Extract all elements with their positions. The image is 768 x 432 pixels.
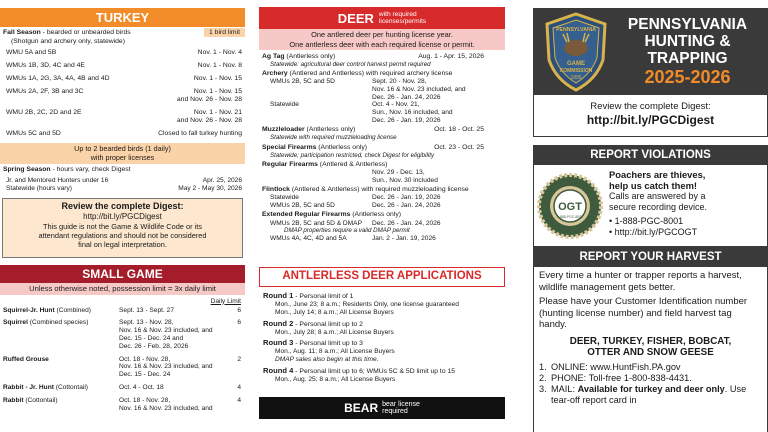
deer-date-line: Dec. 26 - Jan. 24, 2026 xyxy=(372,202,441,210)
spring-intro xyxy=(0,164,245,177)
sg-date-line: Nov. 16 & Nov. 23 included, and xyxy=(119,404,213,412)
seal-top-text: PENNSYLVANIA xyxy=(556,26,596,33)
turkey-wmu: WMUs 2A, 2F, 3B and 3C xyxy=(6,87,84,95)
spring-dates: May 2 - May 30, 2026 xyxy=(178,185,242,193)
review-note2: attendant regulations and should not be considered xyxy=(38,230,207,240)
deer-date-line: Oct. 4 - Nov. 21, xyxy=(372,101,420,109)
harvest-item-main: ONLINE: www.HuntFish.PA.gov xyxy=(551,361,681,372)
sg-dates xyxy=(119,319,231,350)
violations-bold1: Poachers are thieves, xyxy=(609,169,706,180)
turkey-dates-line: Nov. 1 - Nov. 15 xyxy=(193,74,242,82)
deer-season-name: Ag Tag xyxy=(262,52,285,60)
daily-limit-heading: Daily Limit xyxy=(210,297,241,305)
turkey-dates xyxy=(194,75,242,83)
spring-table xyxy=(0,177,245,194)
fall-season-desc: - bearded or unbearded birds xyxy=(40,29,131,36)
sg-dates xyxy=(119,307,231,315)
turkey-dates xyxy=(158,130,242,138)
sg-date-line: Oct. 18 - Nov. 28, xyxy=(119,355,171,363)
round-label: Round 1 xyxy=(263,291,294,300)
deer-sub-label xyxy=(270,169,372,185)
sg-date-line: Oct. 4 - Oct. 18 xyxy=(119,383,164,391)
deer-season-dates: Aug. 1 - Apr. 15, 2026 xyxy=(418,52,484,60)
harvest-item-bold: Available for turkey and deer only xyxy=(577,383,725,394)
deer-season-name: Regular Firearms xyxy=(262,160,318,168)
round-head xyxy=(263,366,501,376)
deer-date-line: Sept. 20 - Nov. 28, xyxy=(372,78,427,85)
table-row xyxy=(6,62,242,70)
deer-season-head xyxy=(262,144,502,152)
deer-sub-row xyxy=(262,194,502,202)
deer-date-line: Dec. 26 - Jan. 19, 2026 xyxy=(372,194,441,202)
deer-season-head xyxy=(262,186,502,194)
sg-limit: 4 xyxy=(237,396,241,404)
round-label: Round 4 xyxy=(263,365,294,375)
deer-header xyxy=(259,7,505,29)
deer-season-dates: Oct. 18 - Oct. 25 xyxy=(434,126,484,134)
sg-dates xyxy=(119,397,231,413)
ogt-logo-phone: 1-888-PGC-8001 xyxy=(557,215,583,219)
harvest-item-main: PHONE: Toll-free 1-800-838-4431. xyxy=(551,372,692,383)
deer-season-note: (Antlerless only) xyxy=(304,126,356,134)
round-head xyxy=(263,338,501,348)
turkey-dates-line: Nov. 1 - Nov. 8 xyxy=(197,61,242,69)
harvest-item-rest: . Use tear-off report card in xyxy=(551,383,747,405)
review2-url[interactable]: http://bit.ly/PGCDigest xyxy=(586,113,715,127)
deer-season-note: (Antlerless only) xyxy=(284,52,336,60)
sg-name-bold: Squirrel-Jr. Hunt xyxy=(3,306,55,314)
turkey-dates xyxy=(198,62,242,70)
sg-limit: 6 xyxy=(237,306,241,314)
deer-season-head xyxy=(262,161,502,169)
table-row xyxy=(3,356,241,379)
table-row xyxy=(6,109,242,126)
deer-sub-dates xyxy=(372,101,502,124)
bear-sub1: bear license xyxy=(382,400,420,408)
table-row xyxy=(6,177,242,185)
right-column xyxy=(533,0,768,432)
deer-season-note-line: Statewide; participation restricted, check Digest for eligibility xyxy=(270,151,435,159)
table-row xyxy=(3,319,241,350)
harvest-header: REPORT YOUR HARVEST xyxy=(533,247,768,267)
round-line: Mon., Aug. 11; 8 a.m.; All License Buyers xyxy=(275,348,395,356)
sg-date-line: Sept. 13 - Sept. 27 xyxy=(119,306,174,314)
small-game-subtitle: Unless otherwise noted, possession limit = 3x daily limit xyxy=(0,283,245,295)
deer-season-note-line: Statewide with required muzzleloading license xyxy=(270,134,397,142)
round-limit: - Personal limit up to 6; WMUs 5C & 5D limit up to 15 xyxy=(293,367,456,375)
pa-title-line1: PENNSYLVANIA xyxy=(627,15,748,33)
table-row xyxy=(6,49,242,57)
deer-date-line: Jan. 2 - Jan. 19, 2026 xyxy=(372,235,436,243)
fall-season-label: Fall Season xyxy=(3,29,41,36)
deer-sub-label: WMUs 2B, 5C and 5D & DMAP xyxy=(270,219,362,227)
harvest-item xyxy=(539,384,762,406)
round-line: Mon., July 28; 8 a.m.; All License Buyers xyxy=(275,328,394,336)
round-head xyxy=(263,291,501,301)
seal-mid2-text: COMMISSION xyxy=(559,67,593,74)
review2-title: Review the complete Digest: xyxy=(590,101,711,112)
harvest-p2: Please have your Customer Identification number (hunting license number) and field harvest tag handy. xyxy=(539,296,748,330)
deer-band-line1: One antlered deer per hunting license year. xyxy=(311,30,453,39)
turkey-dates-line: Closed to fall turkey hunting xyxy=(158,130,242,138)
round-label: Round 2 xyxy=(263,318,294,328)
deer-sub-label: WMUs 2B, 5C and 5D xyxy=(270,202,335,210)
pgc-seal-icon xyxy=(541,12,611,92)
harvest-species1: DEER, TURKEY, FISHER, BOBCAT, xyxy=(569,335,732,347)
deer-sub-row xyxy=(262,169,502,185)
deer-date-line: Nov. 29 - Dec. 13, xyxy=(372,169,425,177)
middle-column xyxy=(259,0,505,432)
round-line: Mon., June 23; 8 a.m.; Residents Only, one license guaranteed xyxy=(275,301,459,308)
turkey-wmu: WMU 2B, 2C, 2D and 2E xyxy=(6,109,82,117)
sg-date-line: Sept. 13 - Nov. 28, xyxy=(119,319,174,327)
deer-season-note: (Antlerless only) xyxy=(316,143,368,151)
small-game-table xyxy=(0,307,245,413)
review-title: Review the complete Digest: xyxy=(61,200,184,211)
sg-dates xyxy=(119,356,231,379)
turkey-wmu: WMUs 5C and 5D xyxy=(6,130,61,138)
deer-date-line: Sun., Nov. 30 included xyxy=(372,176,438,184)
sg-name-note: (Combined species) xyxy=(27,319,89,327)
harvest-item-text xyxy=(551,362,681,373)
deer-sub-dates xyxy=(372,220,502,228)
sg-name-bold: Ruffed Grouse xyxy=(3,355,49,363)
table-row xyxy=(6,130,242,138)
harvest-p1: Every time a hunter or trapper reports a harvest, wildlife management gets better. xyxy=(539,270,742,293)
deer-sub-label: WMUs 2B, 5C and 5D xyxy=(270,78,335,85)
deer-sub-dates xyxy=(372,194,502,202)
violations-url[interactable]: • http://bit.ly/PGCOGT xyxy=(609,227,698,237)
deer-sub-label: WMUs 4A, 4C, 4D and 5A xyxy=(270,235,347,243)
harvest-item-main: MAIL: xyxy=(551,383,578,394)
deer-date-line: Dec. 26 - Jan. 24, 2026 xyxy=(372,93,441,101)
sg-date-line: Oct. 18 - Nov. 28, xyxy=(119,396,171,404)
limit-badge: 1 bird limit xyxy=(204,28,245,37)
sg-name-note: (Cottontail) xyxy=(23,396,58,404)
sg-date-line: Nov. 16 & Nov. 23 included, and xyxy=(119,327,213,335)
sg-name xyxy=(3,307,119,315)
deer-season-name: Special Firearms xyxy=(262,143,317,151)
violations-line1: Calls are answered by a xyxy=(609,191,706,201)
turkey-table xyxy=(0,49,245,139)
deer-season-head xyxy=(262,70,502,78)
deer-sub-label: Statewide xyxy=(270,194,299,202)
harvest-species2: OTTER AND SNOW GEESE xyxy=(587,347,714,358)
deer-title-sub2: licenses/permits xyxy=(378,18,427,25)
deer-band-line2: One antlerless deer with each required license or permit. xyxy=(289,39,475,49)
turkey-wmu: WMU 5A and 5B xyxy=(6,49,57,56)
harvest-body xyxy=(533,267,768,432)
round-limit: - Personal limit up to 2 xyxy=(293,320,363,328)
review-url[interactable]: http://bit.ly/PGCDigest xyxy=(83,211,162,221)
sg-name xyxy=(3,384,119,392)
spring-band-line1: Up to 2 bearded birds (1 daily) xyxy=(74,144,171,154)
turkey-dates xyxy=(177,88,242,105)
ogt-logo-icon xyxy=(537,169,603,243)
sg-name-bold: Rabbit - Jr. Hunt xyxy=(3,383,54,391)
sg-name xyxy=(3,397,119,413)
deer-sub-dates xyxy=(372,235,502,243)
pa-title-line3: TRAPPING xyxy=(647,49,728,67)
deer-season-label xyxy=(262,70,452,78)
deer-sub-label: Statewide xyxy=(270,101,299,109)
deer-title-sub1: with required xyxy=(378,10,417,18)
deer-season-label xyxy=(262,126,355,134)
harvest-list xyxy=(539,362,762,406)
turkey-dates-line: Nov. 1 - Nov. 4 xyxy=(197,49,242,56)
deer-season-note: (Antlered & Antlerless) with required muzzleloading license xyxy=(289,186,469,194)
antlerless-header: ANTLERLESS DEER APPLICATIONS xyxy=(259,267,505,287)
spring-season-desc: - hours vary, check Digest xyxy=(50,166,131,174)
review-box xyxy=(2,198,243,258)
deer-date-line: Dec. 26 - Jan. 19, 2026 xyxy=(372,116,441,124)
spring-who: Statewide (hours vary) xyxy=(6,185,72,193)
deer-date-line: Dec. 26 - Jan. 24, 2026 xyxy=(372,219,441,227)
pa-title-line2: HUNTING & xyxy=(644,32,731,50)
deer-sub-dates xyxy=(372,169,502,185)
spring-season-label: Spring Season xyxy=(3,166,51,174)
deer-season-name: Archery xyxy=(262,69,288,77)
small-game-header: SMALL GAME xyxy=(0,265,245,283)
turkey-wmu: WMUs 1B, 3D, 4C and 4E xyxy=(6,61,85,69)
table-row xyxy=(3,307,241,315)
harvest-item-text xyxy=(551,373,692,384)
deer-band xyxy=(259,29,505,50)
deer-season-note: (Antlered and Antlerless) with required archery license xyxy=(287,69,453,77)
round-line: Mon., Aug. 25; 8 a.m.; All License Buyers xyxy=(275,375,396,383)
review-note1: This guide is not the Game & Wildlife Code or its xyxy=(43,221,202,231)
violations-body xyxy=(533,165,768,247)
ogt-logo-text: OGT xyxy=(558,201,582,213)
turkey-wmu: WMUs 1A, 2G, 3A, 4A, 4B and 4D xyxy=(6,74,110,82)
harvest-item-text xyxy=(551,384,762,406)
deer-sub-row xyxy=(262,235,502,243)
round-limit: - Personal limit of 1 xyxy=(293,293,354,300)
violations-line2: secure recording device. xyxy=(609,202,708,212)
sg-date-line: Dec. 15 - Dec. 24 xyxy=(119,371,171,379)
turkey-dates-line2: and Nov. 26 - Nov. 28 xyxy=(176,96,242,104)
turkey-dates xyxy=(177,109,242,126)
deer-season-note-line: Statewide: agricultural deer control harvest permit required xyxy=(270,60,431,68)
review2-box xyxy=(533,95,768,137)
spring-who: Jr. and Mentored Hunters under 16 xyxy=(6,176,109,184)
spring-band-line2: with proper licenses xyxy=(90,152,155,162)
table-row xyxy=(3,384,241,392)
sg-limit: 4 xyxy=(237,383,241,391)
deer-sub-dates xyxy=(372,202,502,210)
harvest-item-num: 3. xyxy=(539,383,547,394)
bear-header xyxy=(259,397,505,419)
sg-name-bold: Rabbit xyxy=(3,396,24,404)
deer-sub-row xyxy=(262,101,502,124)
turkey-dates-line2: and Nov. 26 - Nov. 28 xyxy=(176,117,242,125)
sg-name-bold: Squirrel xyxy=(3,319,28,327)
deer-sub-dates xyxy=(372,78,502,101)
sg-name xyxy=(3,356,119,379)
deer-season-label xyxy=(262,144,367,152)
deer-sub-row xyxy=(262,202,502,210)
deer-date-line: Nov. 16 & Nov. 23 included, and xyxy=(372,85,466,93)
deer-season-head xyxy=(262,211,502,219)
deer-season-dates: Oct. 23 - Oct. 25 xyxy=(434,143,484,151)
deer-sub-row xyxy=(262,220,502,228)
deer-season-note: (Antlerless only) xyxy=(350,211,402,219)
table-row xyxy=(6,185,242,193)
sg-name xyxy=(3,319,119,350)
deer-season-name: Extended Regular Firearms xyxy=(262,211,351,219)
turkey-dates xyxy=(198,49,242,57)
deer-sub-row xyxy=(262,78,502,101)
sg-limit: 2 xyxy=(237,355,241,363)
harvest-item xyxy=(539,373,762,384)
spring-dates: Apr. 25, 2026 xyxy=(202,176,242,184)
deer-date-line: Sun., Nov. 16 included, and xyxy=(372,109,453,117)
table-row xyxy=(3,397,241,413)
fall-season-desc2: (Shotgun and archery only, statewide) xyxy=(11,37,125,45)
round-limit: - Personal limit up to 3 xyxy=(293,340,363,348)
round-line: DMAP sales also begin at this time. xyxy=(275,356,379,364)
deer-season-name: Flintlock xyxy=(262,186,290,194)
pa-header xyxy=(533,8,768,95)
violations-header: REPORT VIOLATIONS xyxy=(533,145,768,165)
violations-phone[interactable]: • 1-888-PGC-8001 xyxy=(609,216,684,226)
review-note3: final on legal interpretation. xyxy=(78,239,167,249)
deer-season-label xyxy=(262,161,387,169)
round-line: Mon., July 14; 8 a.m.; All License Buyers xyxy=(275,308,394,316)
deer-season-label xyxy=(262,211,401,219)
harvest-item xyxy=(539,362,762,373)
bear-title: BEAR xyxy=(344,401,379,415)
table-row xyxy=(6,75,242,83)
round-head xyxy=(263,319,501,329)
sg-date-line: Nov. 16 & Nov. 23 included, and xyxy=(119,363,213,371)
deer-season-label xyxy=(262,53,335,61)
sg-date-line: Dec. 26 - Feb. 28, 2026 xyxy=(119,342,189,350)
deer-note-line: DMAP properties require a valid DMAP permit xyxy=(284,227,410,235)
table-row xyxy=(6,88,242,105)
turkey-fall-intro xyxy=(0,27,245,49)
harvest-item-num: 1. xyxy=(539,361,547,372)
deer-title: DEER xyxy=(337,10,374,26)
antlerless-rounds xyxy=(259,287,505,395)
bear-sub2: required xyxy=(382,408,408,415)
sg-name-note: (Combined) xyxy=(54,306,91,314)
seal-mid1-text: GAME xyxy=(567,60,585,67)
deer-season-head xyxy=(262,53,502,61)
pa-years: 2025-2026 xyxy=(644,66,731,87)
sg-name-note: (Cottontail) xyxy=(53,383,89,391)
sg-limit: 6 xyxy=(237,319,241,327)
left-column xyxy=(0,0,245,432)
seal-year-text: 1895 xyxy=(570,74,582,81)
deer-season-name: Muzzleloader xyxy=(262,126,305,134)
sg-date-line: Dec. 15 - Dec. 24 and xyxy=(119,334,184,342)
turkey-header: TURKEY xyxy=(0,8,245,27)
deer-season-label xyxy=(262,186,469,194)
deer-seasons xyxy=(259,50,505,265)
violations-bold2: help us catch them! xyxy=(609,180,698,191)
deer-season-head xyxy=(262,126,502,134)
turkey-dates-line: Nov. 1 - Nov. 21 xyxy=(193,109,242,117)
turkey-dates-line: Nov. 1 - Nov. 15 xyxy=(193,87,242,95)
round-label: Round 3 xyxy=(263,338,294,348)
sg-dates xyxy=(119,384,231,392)
spring-band xyxy=(0,143,245,164)
deer-season-note: (Antlered & Antlerless) xyxy=(317,160,388,168)
harvest-item-num: 2. xyxy=(539,372,547,383)
